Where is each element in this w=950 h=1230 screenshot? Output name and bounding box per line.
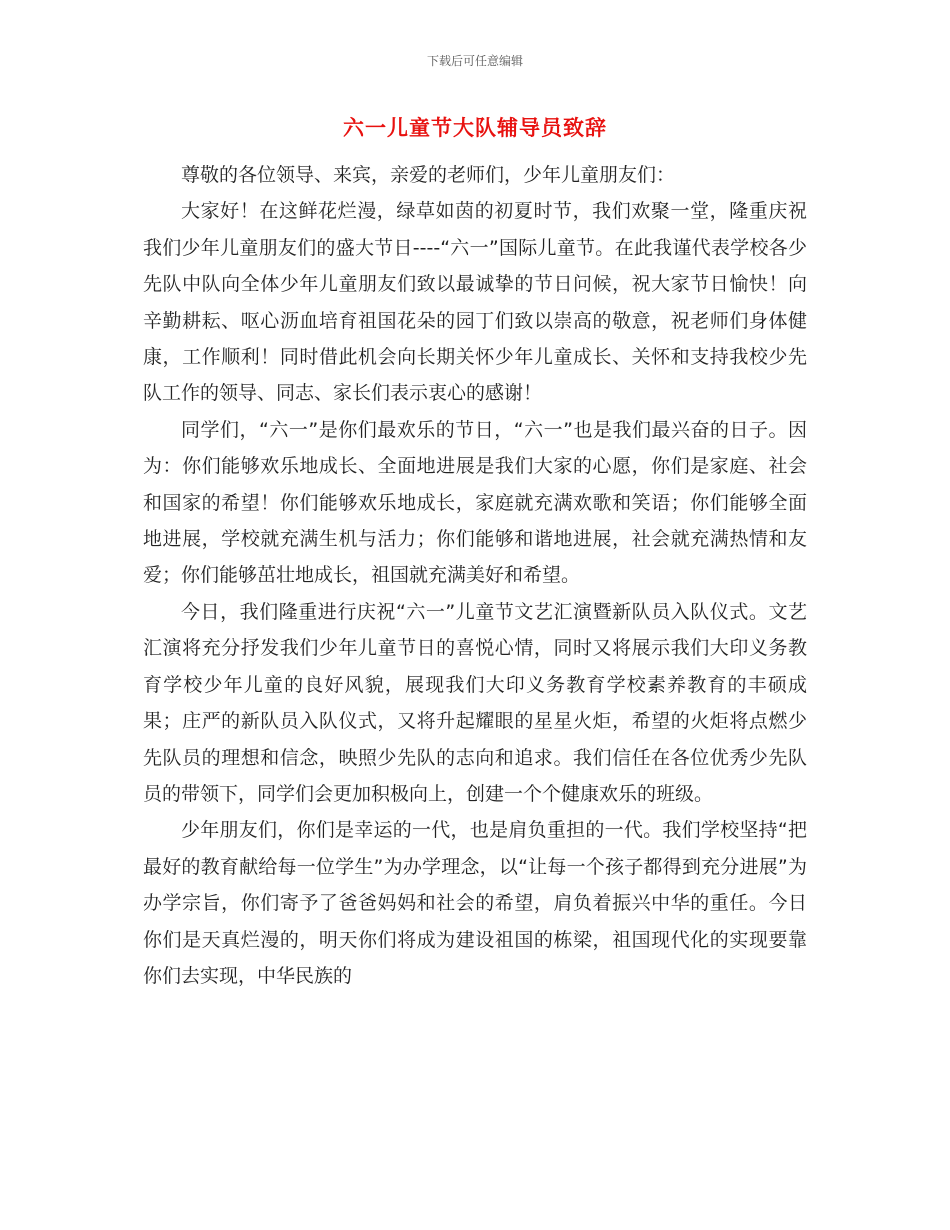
body-paragraph: 同学们，“六一”是你们最欢乐的节日，“六一”也是我们最兴奋的日子。因为：你们能够欢乐地成长、全面地进展是我们大家的心愿，你们是家庭、社会和国家的希望！你们能够欢乐地成长，家庭就充满欢歌和笑语；你们能够全面地进展，学校就充满生机与活力；你们能够和谐地进展，社会就充满热情和友爱；你们能够茁壮地成长，祖国就充满美好和希望。 xyxy=(143,418,807,587)
body-paragraph: 大家好！在这鲜花烂漫，绿草如茵的初夏时节，我们欢聚一堂，隆重庆祝我们少年儿童朋友们的盛大节日----“六一”国际儿童节。在此我谨代表学校各少先队中队向全体少年儿童朋友们致以最诚挚的节日问候，祝大家节日愉快！向辛勤耕耘、呕心沥血培育祖国花朵的园丁们致以崇高的敬意，祝老师们身体健康，工作顺利！同时借此机会向长期关怀少年儿童成长、关怀和支持我校少先队工作的领导、同志、家长们表示衷心的感谢！ xyxy=(143,200,807,405)
body-paragraph: 今日，我们隆重进行庆祝“六一”儿童节文艺汇演暨新队员入队仪式。文艺汇演将充分抒发我们少年儿童节日的喜悦心情，同时又将展示我们大印义务教育学校少年儿童的良好风貌，展现我们大印义务教育学校素养教育的丰硕成果；庄严的新队员入队仪式，又将升起耀眼的星星火炬，希望的火炬将点燃少先队员的理想和信念，映照少先队的志向和追求。我们信任在各位优秀少先队员的带领下，同学们会更加积极向上，创建一个个健康欢乐的班级。 xyxy=(143,600,807,805)
header-note: 下载后可任意编辑 xyxy=(426,54,523,68)
body-paragraph: 少年朋友们，你们是幸运的一代，也是肩负重担的一代。我们学校坚持“把最好的教育献给每一位学生”为办学理念，以“让每一个孩子都得到充分进展”为办学宗旨，你们寄予了爸爸妈妈和社会的希望，肩负着振兴中华的重任。今日你们是天真烂漫的，明天你们将成为建设祖国的栋梁，祖国现代化的实现要靠你们去实现，中华民族的 xyxy=(143,819,807,987)
document-title: 六一儿童节大队辅导员致辞 xyxy=(343,116,607,140)
document-body xyxy=(143,157,807,994)
salutation-paragraph: 尊敬的各位领导、来宾，亲爱的老师们，少年儿童朋友们： xyxy=(181,164,676,186)
